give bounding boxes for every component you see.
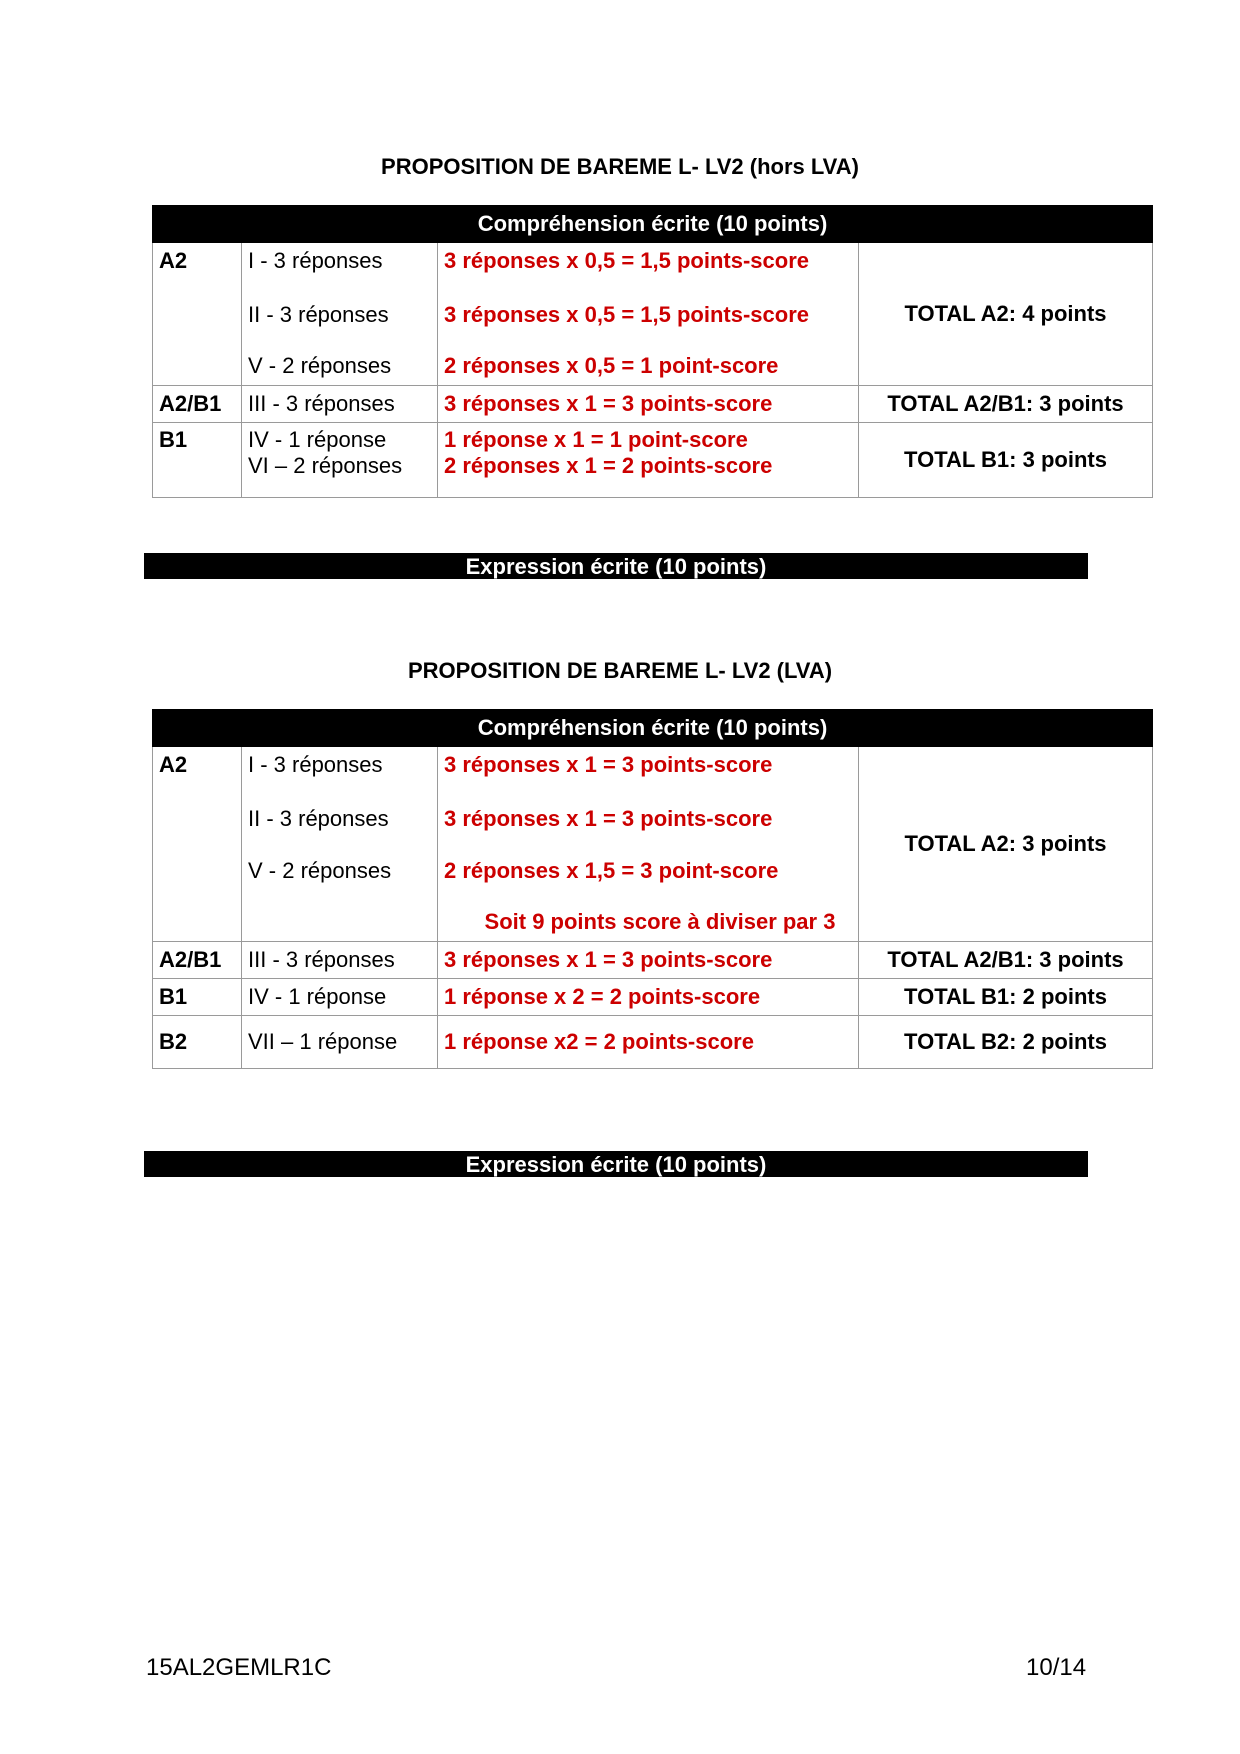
page-number: 10/14	[1026, 1654, 1087, 1681]
section1-table	[152, 205, 1153, 498]
scores-cell: 3 réponses x 1 = 3 points-score	[438, 386, 859, 423]
table-row	[153, 243, 1153, 386]
total-cell: TOTAL B1: 3 points	[859, 423, 1153, 498]
level-cell: A2	[153, 747, 242, 942]
scores-cell: 1 réponse x 1 = 1 point-score 2 réponses x 1 = 2 points-score	[438, 423, 859, 498]
items-cell: IV - 1 réponse	[242, 979, 438, 1016]
items-cell: VII – 1 réponse	[242, 1016, 438, 1069]
level-cell: B1	[153, 423, 242, 498]
level-cell: B2	[153, 1016, 242, 1069]
table-row	[153, 979, 1153, 1016]
table-header: Compréhension écrite (10 points)	[153, 206, 1153, 243]
total-cell: TOTAL B2: 2 points	[859, 1016, 1153, 1069]
items-cell: IV - 1 réponse VI – 2 réponses	[242, 423, 438, 498]
items-cell: I - 3 réponses II - 3 réponses V - 2 réponses	[242, 243, 438, 386]
items-cell: I - 3 réponses II - 3 réponses V - 2 réponses	[242, 747, 438, 942]
expression-bar: Expression écrite (10 points)	[144, 553, 1088, 579]
expression-bar: Expression écrite (10 points)	[144, 1151, 1088, 1177]
table-header: Compréhension écrite (10 points)	[153, 710, 1153, 747]
level-cell: A2	[153, 243, 242, 386]
total-cell: TOTAL A2: 4 points	[859, 243, 1153, 386]
level-cell: A2/B1	[153, 386, 242, 423]
total-cell: TOTAL A2/B1: 3 points	[859, 942, 1153, 979]
footer-code: 15AL2GEMLR1C	[146, 1654, 332, 1681]
table-row	[153, 942, 1153, 979]
scores-cell: 1 réponse x2 = 2 points-score	[438, 1016, 859, 1069]
table-row	[153, 747, 1153, 942]
section2-table	[152, 709, 1153, 1069]
items-cell: III - 3 réponses	[242, 942, 438, 979]
total-cell: TOTAL B1: 2 points	[859, 979, 1153, 1016]
scores-cell: 1 réponse x 2 = 2 points-score	[438, 979, 859, 1016]
table-row	[153, 423, 1153, 498]
section1-title: PROPOSITION DE BAREME L- LV2 (hors LVA)	[381, 154, 859, 179]
total-cell: TOTAL A2/B1: 3 points	[859, 386, 1153, 423]
table-header-row	[153, 206, 1153, 243]
scores-cell: 3 réponses x 1 = 3 points-score	[438, 942, 859, 979]
scores-cell: 3 réponses x 0,5 = 1,5 points-score 3 réponses x 0,5 = 1,5 points-score 2 réponses x 0,5 = 1 point-score	[438, 243, 859, 386]
table-header-row	[153, 710, 1153, 747]
score-note: Soit 9 points score à diviser par 3	[484, 909, 836, 934]
scores-cell: 3 réponses x 1 = 3 points-score 3 réponses x 1 = 3 points-score 2 réponses x 1,5 = 3 point-score Soit 9 points score à diviser par 3	[438, 747, 859, 942]
items-cell: III - 3 réponses	[242, 386, 438, 423]
table-row	[153, 386, 1153, 423]
level-cell: B1	[153, 979, 242, 1016]
section2-title: PROPOSITION DE BAREME L- LV2 (LVA)	[407, 658, 833, 683]
table-row	[153, 1016, 1153, 1069]
total-cell: TOTAL A2: 3 points	[859, 747, 1153, 942]
level-cell: A2/B1	[153, 942, 242, 979]
